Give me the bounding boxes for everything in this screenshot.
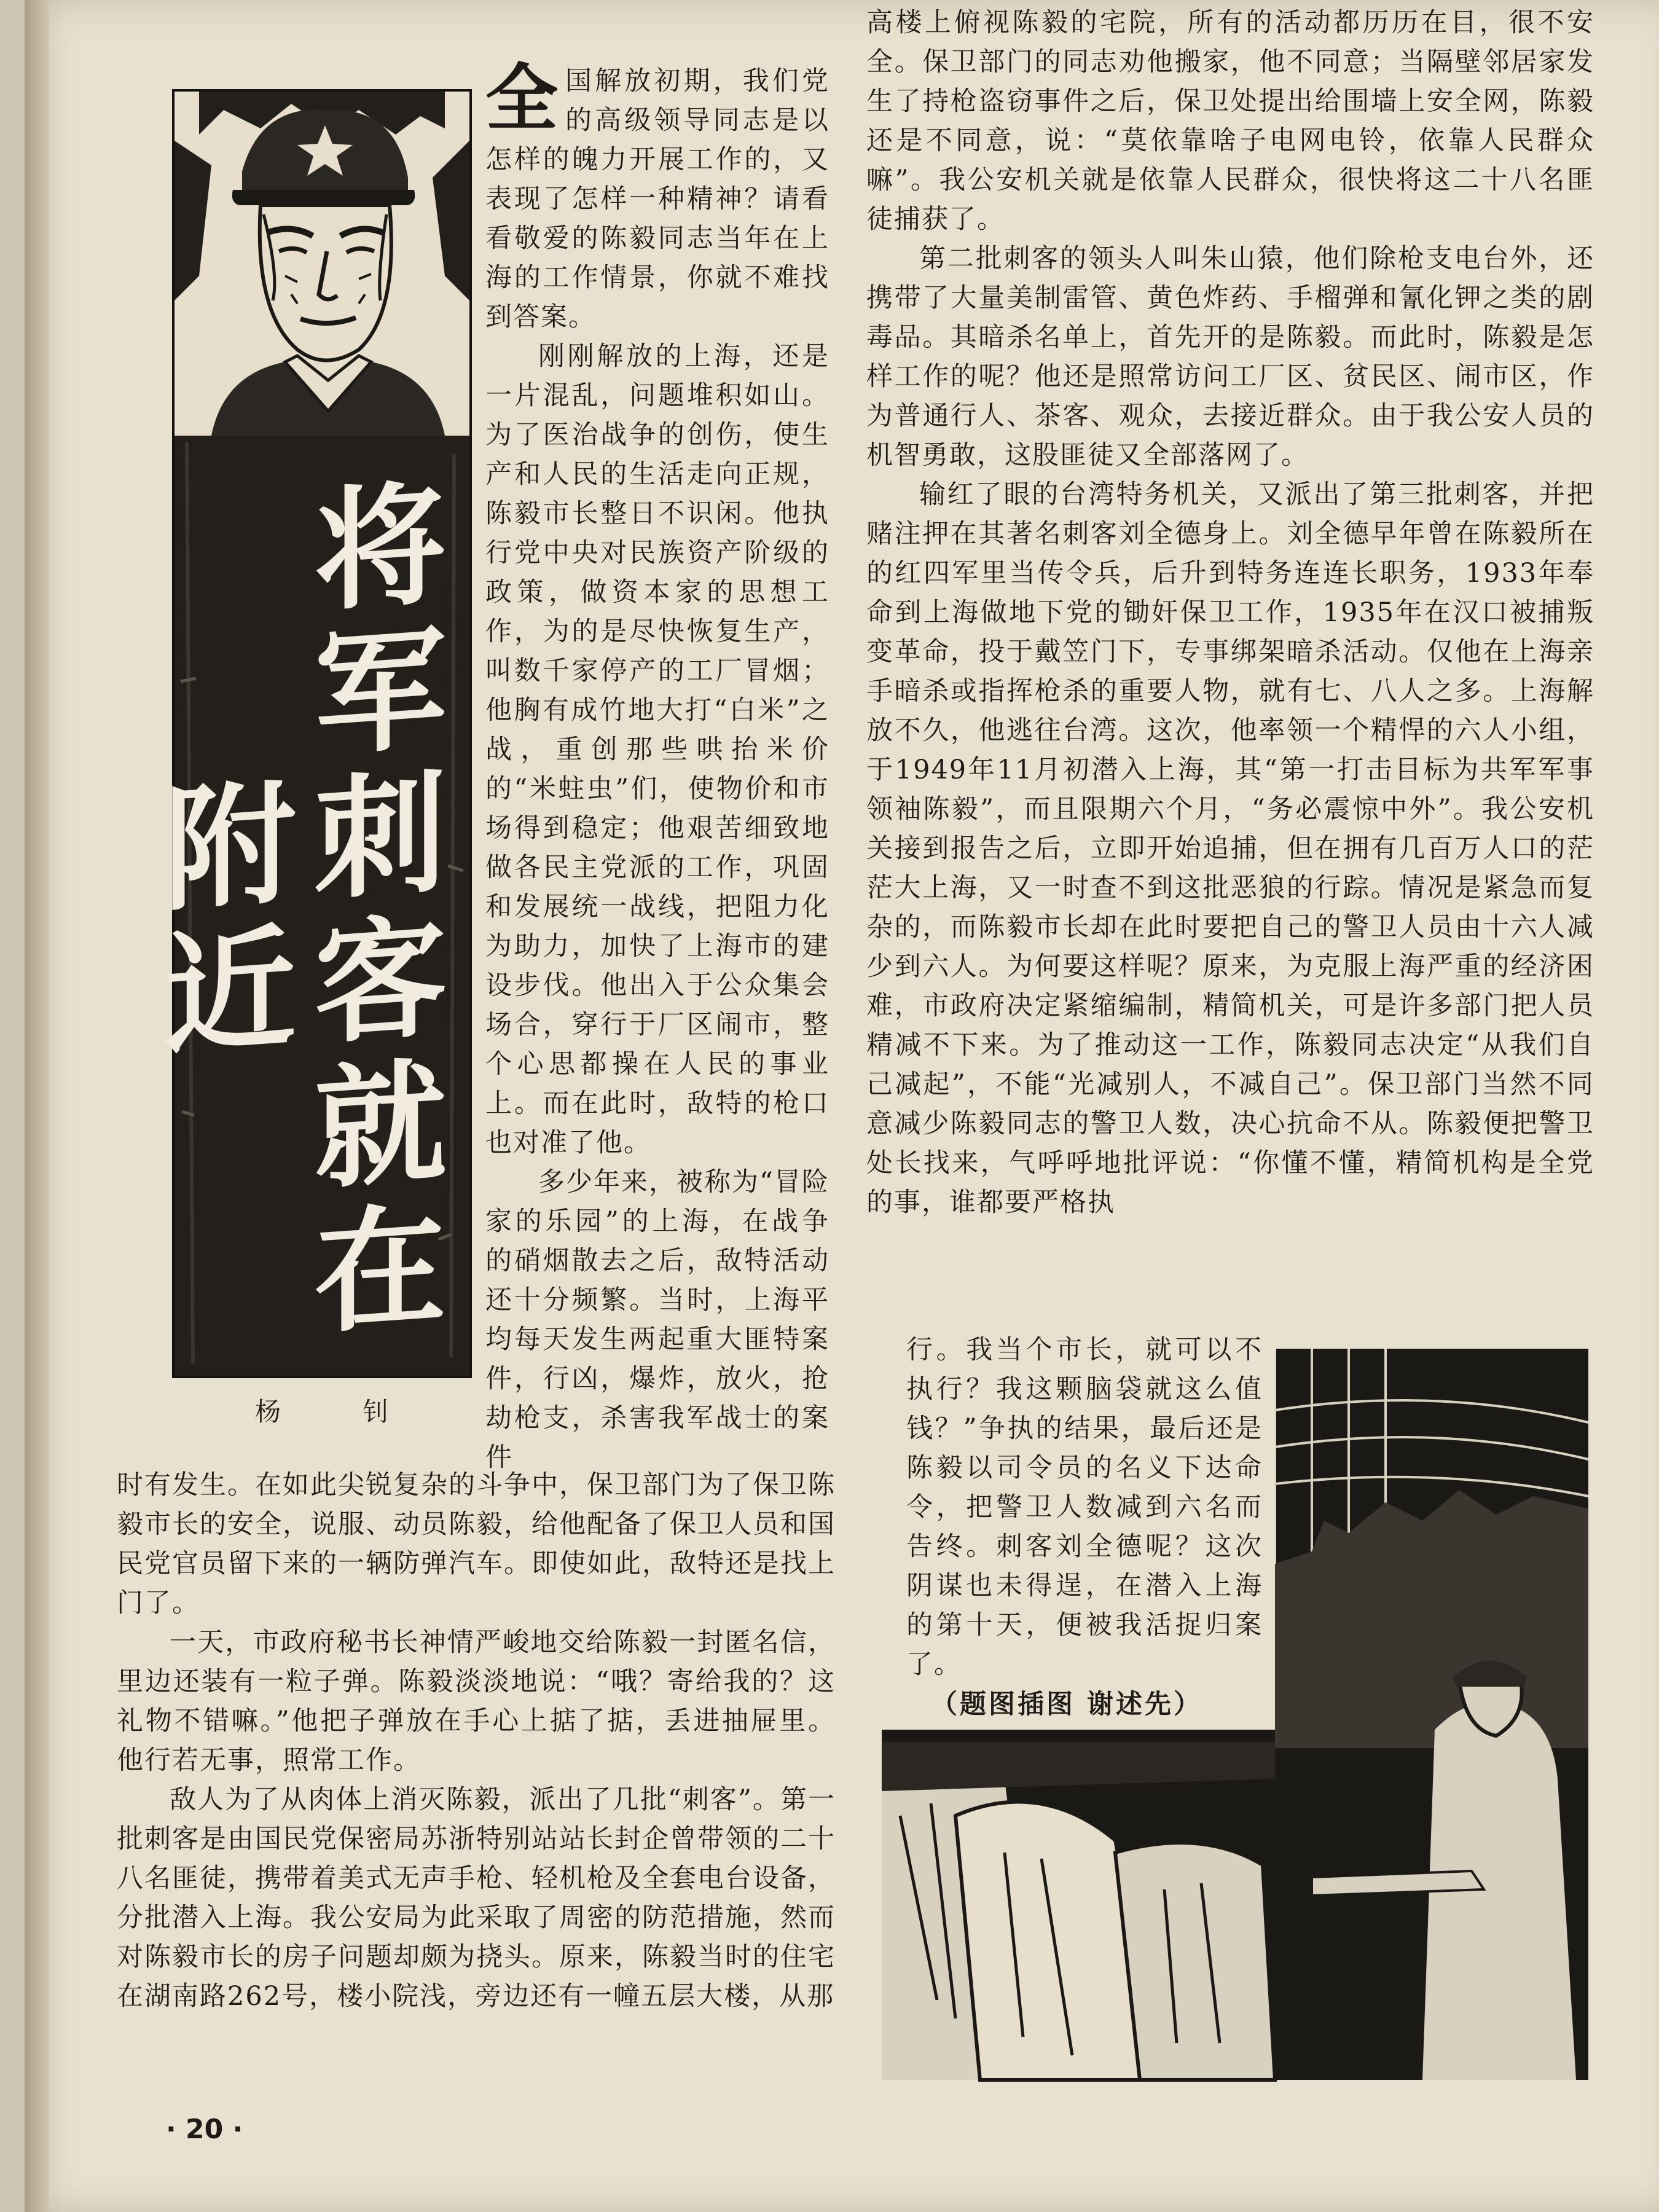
author-name: 杨 钊 — [255, 1397, 426, 1427]
right-column-text — [866, 3, 1594, 1222]
magazine-page — [25, 0, 1659, 2212]
portrait-illustration — [175, 92, 469, 436]
left-column-text — [485, 56, 830, 1477]
bottom-left-column-text — [117, 1465, 836, 2016]
body-paragraph: 高楼上俯视陈毅的宅院，所有的活动都历历在目，很不安全。保卫部门的同志劝他搬家，他不同意；当隔壁邻居家发生了持枪盗窃事件之后，保卫处提出给围墙上安全网，陈毅还是不同意，说：“莫依靠啥子电网电铃，依靠人民群众嘛”。我公安机关就是依靠人民群众，很快将这二十八名匪徒捕获了。 — [866, 7, 1594, 235]
body-paragraph: 时有发生。在如此尖锐复杂的斗争中，保卫部门为了保卫陈毅市长的安全，说服、动员陈毅，给他配备了保卫人员和国民党官员留下来的一辆防弹汽车。即使如此，敌特还是找上门了。 — [117, 1470, 836, 1618]
page-number: · 20 · — [166, 2114, 243, 2145]
illustration-wrap-text — [906, 1330, 1263, 1684]
article-title: 将军刺客就在附近 — [142, 473, 447, 1351]
body-paragraph: 多少年来，被称为“冒险家的乐园”的上海，在战争的硝烟散去之后，敌特活动还十分频繁。当时，上海平均每天发生两起重大匪特案件，行凶，爆炸，放火，抢劫枪支，杀害我军战士的案件 — [485, 1167, 830, 1473]
body-paragraph: 刚刚解放的上海，还是一片混乱，问题堆积如山。为了医治战争的创伤，使生产和人民的生活走向正规，陈毅市长整日不识闲。他执行党中央对民族资产阶级的政策，做资本家的思想工作，为的是尽快恢复生产，叫数千家停产的工厂冒烟；他胸有成竹地大打“白米”之战，重创那些哄抬米价的“米蛀虫”们，使物价和市场得到稳定；他艰苦细致地做各民主党派的工作，巩固和发展统一战线，把阻力化为助力，加快了上海市的建设步伐。他出入于公众集会场合，穿行于厂区闹市，整个心思都操在人民的事业上。而在此时，敌特的枪口也对准了他。 — [485, 341, 830, 1158]
title-woodcut-block — [142, 89, 472, 1378]
intro-text: 国解放初期，我们党的高级领导同志是以怎样的魄力开展工作的，又表现了怎样一种精神？请看看敬爱的陈毅同志当年在上海的工作情景，你就不难找到答案。 — [485, 66, 830, 332]
illustration-credit: （题图插图 谢述先） — [931, 1689, 1202, 1720]
body-paragraph: 敌人为了从肉体上消灭陈毅，派出了几批“刺客”。第一批刺客是由国民党保密局苏浙特别站站长封企曾带领的二十八名匪徒，携带着美式无声手枪、轻机枪及全套电台设备，分批潜入上海。我公安局为此采取了周密的防范措施，然而对陈毅市长的房子问题却颇为挠头。原来，陈毅当时的住宅在湖南路262号，楼小院浅，旁边还有一幢五层大楼，从那 — [117, 1784, 836, 2012]
body-paragraph: 行。我当个市长，就可以不执行？我这颗脑袋就这么值钱？”争执的结果，最后还是陈毅以司令员的名义下达命令，把警卫人数减到六名而告终。刺客刘全德呢？这次阴谋也未得逞，在潜入上海的第十天，便被我活捉归案了。 — [906, 1335, 1263, 1680]
intro-paragraph — [485, 56, 830, 337]
binding-edge — [25, 0, 49, 2212]
drop-cap: 全 — [485, 56, 560, 141]
body-paragraph: 第二批刺客的领头人叫朱山猿，他们除枪支电台外，还携带了大量美制雷管、黄色炸药、手榴弹和氰化钾之类的剧毒品。其暗杀名单上，首先开的是陈毅。而此时，陈毅是怎样工作的呢？他还是照常访问工厂区、贫民区、闹市区，作为普通行人、茶客、观众，去接近群众。由于我公安人员的机智勇敢，这股匪徒又全部落网了。 — [866, 243, 1594, 471]
body-paragraph: 输红了眼的台湾特务机关，又派出了第三批刺客，并把赌注押在其著名刺客刘全德身上。刘全德早年曾在陈毅所在的红四军里当传令兵，后升到特务连连长职务，1933年奉命到上海做地下党的锄奸保卫工作，1935年在汉口被捕叛变革命，投于戴笠门下，专事绑架暗杀活动。仅他在上海亲手暗杀或指挥枪杀的重要人物，就有七、八人之多。上海解放不久，他逃往台湾。这次，他率领一个精悍的六人小组，于1949年11月初潜入上海，其“第一打击目标为共军军事领袖陈毅”，而且限期六个月，“务必震惊中外”。我公安机关接到报告之后，立即开始追捕，但在拥有几百万人口的茫茫大上海，又一时查不到这批恶狼的行踪。情况是紧急而复杂的，而陈毅市长却在此时要把自己的警卫人员由十六人减少到六人。为何要这样呢？原来，为克服上海严重的经济困难，市政府决定紧缩编制，精简机关，可是许多部门把人员精减不下来。为了推动这一工作，陈毅同志决定“从我们自己减起”，不能“光减别人，不减自己”。保卫部门当然不同意减少陈毅同志的警卫人数，决心抗命不从。陈毅便把警卫处长找来，气呼呼地批评说：“你懂不懂，精简机构是全党的事，谁都要严格执 — [866, 479, 1594, 1218]
body-paragraph: 一天，市政府秘书长神情严峻地交给陈毅一封匿名信，里边还装有一粒子弹。陈毅淡淡地说：“哦？寄给我的？这礼物不错嘛。”他把子弹放在手心上掂了掂，丢进抽屉里。他行若无事，照常工作。 — [117, 1627, 836, 1776]
